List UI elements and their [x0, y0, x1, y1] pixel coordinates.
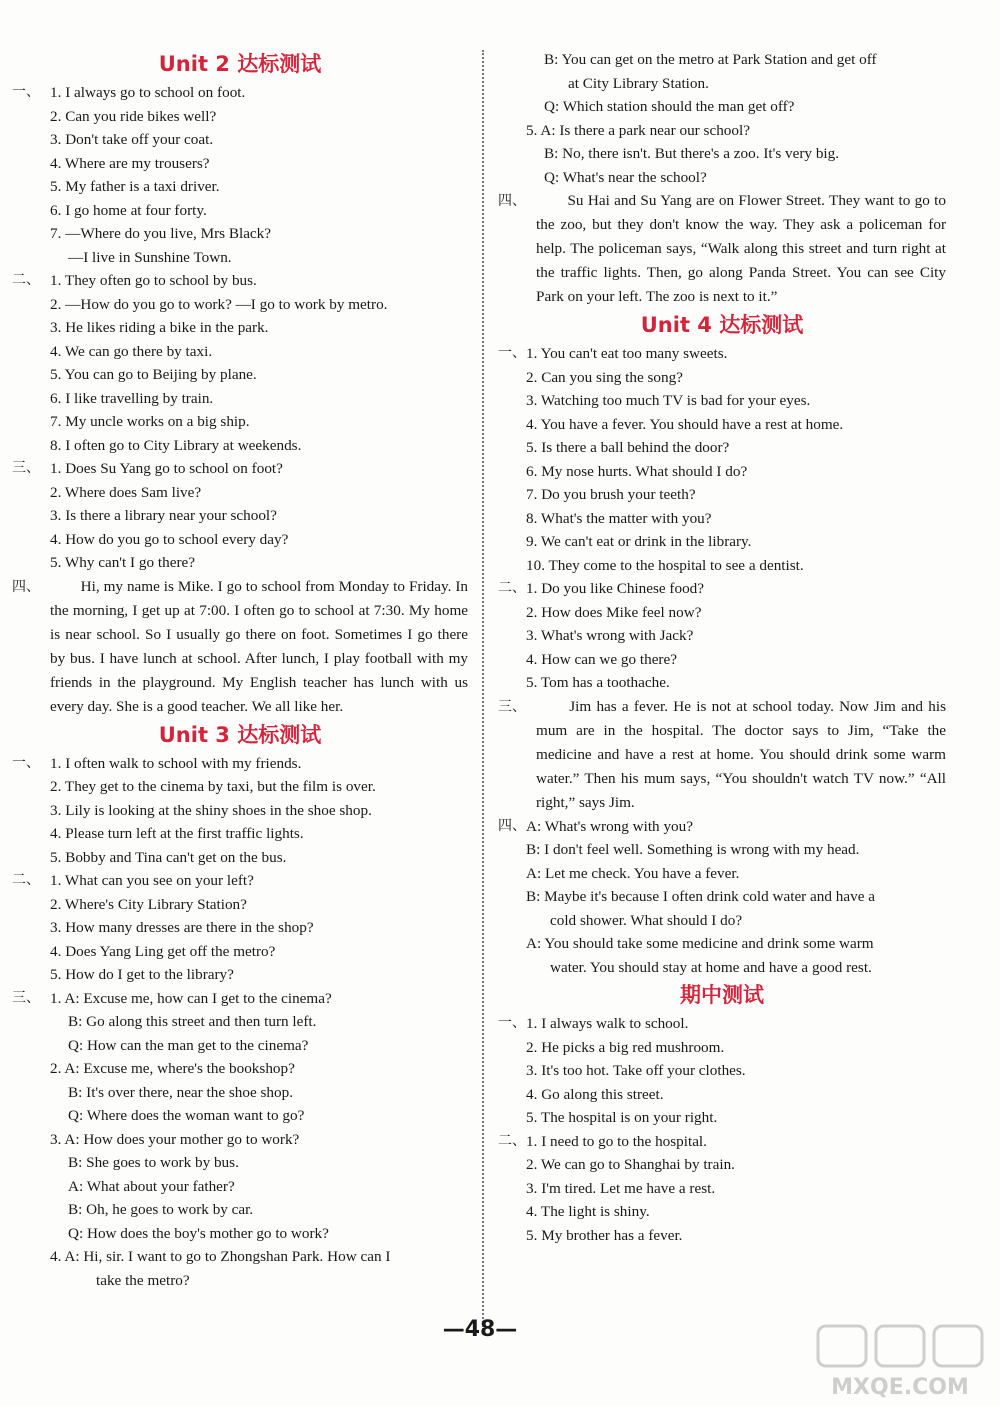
- answer-text: 2. They get to the cinema by taxi, but the film is over.: [50, 778, 376, 795]
- answer-text: 8. What's the matter with you?: [526, 509, 712, 527]
- answer-line: [498, 1224, 946, 1248]
- answer-line: [12, 846, 468, 870]
- answer-line: [12, 222, 468, 246]
- section-number: 四、: [498, 817, 526, 834]
- answer-line: [498, 48, 946, 72]
- answer-text: 4. A: Hi, sir. I want to go to Zhongshan Park. How can I: [50, 1248, 391, 1265]
- answer-line: [12, 457, 468, 481]
- answer-line: [498, 815, 946, 839]
- answer-text: 4. The light is shiny.: [526, 1203, 650, 1220]
- answer-line: [498, 648, 946, 672]
- answer-line: [498, 862, 946, 886]
- page-number: —48—: [442, 1317, 518, 1342]
- answer-text: 1. They often go to school by bus.: [50, 272, 257, 289]
- answer-text: 2. He picks a big red mushroom.: [526, 1038, 725, 1056]
- answer-text: 6. My nose hurts. What should I do?: [526, 462, 748, 480]
- answer-line: [498, 1083, 946, 1107]
- answer-text: 6. I go home at four forty.: [50, 201, 207, 219]
- answer-text: 1. A: Excuse me, how can I get to the cinema?: [50, 989, 332, 1007]
- answer-line: [12, 528, 468, 552]
- section-title: Unit 2 达标测试: [158, 52, 322, 76]
- answer-line: [12, 1175, 468, 1199]
- answer-text: take the metro?: [96, 1271, 190, 1289]
- answer-text: 7. Do you brush your teeth?: [526, 486, 696, 503]
- passage-text: Hi, my name is Mike. I go to school from Monday to Friday. In the morning, I get up at 7:00. I often go to school at 7:30. My home is near school. So I usually go there on foot. Sometimes I go there by bus. I have lunch at school. After lunch, I play football with my friends in the playground. My English teacher has lunch with us every day. She is a good teacher. We all like her.: [50, 577, 468, 715]
- answer-text: 1. I need to go to the hospital.: [526, 1132, 707, 1150]
- answer-line: [12, 1081, 468, 1105]
- answer-line: [12, 105, 468, 129]
- section-number: 一、: [12, 754, 40, 771]
- answer-text: 1. I often walk to school with my friends.: [50, 754, 302, 772]
- answer-text: 5. Tom has a toothache.: [526, 674, 670, 691]
- answer-text: 1. Does Su Yang go to school on foot?: [50, 460, 283, 477]
- section-title: Unit 4 达标测试: [640, 313, 804, 337]
- answer-text: 7. —Where do you live, Mrs Black?: [50, 225, 272, 242]
- answer-text: 5. Is there a ball behind the door?: [526, 439, 730, 456]
- answer-text: Q: How can the man get to the cinema?: [68, 1036, 309, 1054]
- answer-text: 2. Where does Sam live?: [50, 483, 202, 501]
- answer-line: [12, 822, 468, 846]
- answer-line: [12, 340, 468, 364]
- answer-line: [12, 963, 468, 987]
- answer-text: 3. What's wrong with Jack?: [526, 627, 694, 644]
- answer-line: [12, 269, 468, 293]
- section-number: 二、: [12, 872, 40, 888]
- answer-text: A: What's wrong with you?: [526, 817, 693, 835]
- answer-text: 3. He likes riding a bike in the park.: [50, 319, 269, 336]
- answer-text: 2. We can go to Shanghai by train.: [526, 1156, 735, 1173]
- answer-line: [498, 1059, 946, 1083]
- answer-line: [12, 869, 468, 893]
- answer-line: [12, 246, 468, 270]
- answer-line: [12, 316, 468, 340]
- answer-text: B: You can get on the metro at Park Station and get off: [544, 51, 877, 68]
- answer-text: B: I don't feel well. Something is wrong with my head.: [526, 841, 860, 858]
- svg-text:MXQE.COM: MXQE.COM: [831, 1375, 969, 1400]
- answer-line: [498, 909, 946, 933]
- answer-line: [498, 956, 946, 980]
- passage-text: Su Hai and Su Yang are on Flower Street. They want to go to the zoo, but they don't know the way. They ask a policeman for help. The policeman says, “Walk along this street and turn right at the traffic lights. Then, go along Panda Street. You can see City Park on your left. The zoo is next to it.”: [536, 192, 946, 305]
- answer-text: 2. Where's City Library Station?: [50, 895, 247, 913]
- answer-text: 3. It's too hot. Take off your clothes.: [526, 1062, 746, 1079]
- answer-line: [12, 293, 468, 317]
- answer-text: B: Maybe it's because I often drink cold water and have a: [526, 888, 875, 905]
- answer-text: 5. My father is a taxi driver.: [50, 178, 220, 195]
- answer-text: 4. You have a fever. You should have a rest at home.: [526, 415, 844, 433]
- answer-line: [12, 799, 468, 823]
- section-number: 四、: [498, 193, 526, 209]
- answer-text: 4. How can we go there?: [526, 650, 677, 668]
- answer-line: [498, 483, 946, 507]
- answer-line: [12, 1269, 468, 1293]
- answer-text: 1. I always go to school on foot.: [50, 84, 246, 101]
- answer-text: 9. We can't eat or drink in the library.: [526, 533, 752, 550]
- answer-text: A: What about your father?: [68, 1177, 235, 1195]
- answer-text: 1. Do you like Chinese food?: [526, 580, 705, 597]
- answer-text: 3. Is there a library near your school?: [50, 507, 277, 524]
- section-number: 一、: [498, 345, 526, 361]
- answer-line: [12, 152, 468, 176]
- section-number: 一、: [498, 1015, 526, 1031]
- answer-text: 8. I often go to City Library at weekends.: [50, 436, 302, 454]
- answer-line: [498, 72, 946, 96]
- answer-text: Q: How does the boy's mother go to work?: [68, 1224, 329, 1242]
- answer-line: [12, 1198, 468, 1222]
- passage: [498, 189, 946, 309]
- answer-line: [12, 128, 468, 152]
- answer-line: [12, 387, 468, 411]
- answer-line: [12, 1057, 468, 1081]
- section-number: 四、: [12, 578, 40, 595]
- answer-text: 2. A: Excuse me, where's the bookshop?: [50, 1060, 295, 1077]
- answer-line: [498, 413, 946, 437]
- answer-line: [498, 932, 946, 956]
- answer-line: [498, 838, 946, 862]
- section-number: 二、: [12, 272, 40, 288]
- passage: [498, 695, 946, 815]
- section-number: 三、: [498, 698, 526, 715]
- answer-line: [12, 1151, 468, 1175]
- answer-line: [12, 1104, 468, 1128]
- answer-text: Q: Where does the woman want to go?: [68, 1107, 305, 1124]
- section-number: 二、: [498, 580, 526, 596]
- answer-text: 4. Go along this street.: [526, 1085, 664, 1103]
- answer-text: Q: Which station should the man get off?: [544, 98, 795, 115]
- section-title: 期中测试: [680, 983, 764, 1007]
- answer-text: 4. Please turn left at the first traffic lights.: [50, 825, 304, 842]
- passage: [12, 575, 468, 719]
- answer-text: —I live in Sunshine Town.: [68, 248, 232, 266]
- answer-line: [12, 481, 468, 505]
- answer-line: [498, 554, 946, 578]
- answer-line: [12, 916, 468, 940]
- answer-line: [12, 1245, 468, 1269]
- answer-text: 3. Lily is looking at the shiny shoes in the shoe shop.: [50, 801, 372, 819]
- answer-text: cold shower. What should I do?: [550, 911, 743, 929]
- answer-text: 2. —How do you go to work? —I go to work by metro.: [50, 295, 388, 313]
- right-column: [498, 48, 946, 1247]
- answer-line: [498, 119, 946, 143]
- section-title: Unit 3 达标测试: [158, 722, 322, 747]
- answer-line: [498, 166, 946, 190]
- answer-line: [498, 95, 946, 119]
- column-divider: [482, 50, 484, 1330]
- answer-line: [498, 366, 946, 390]
- answer-text: 4. Does Yang Ling get off the metro?: [50, 942, 276, 960]
- answer-line: [12, 1034, 468, 1058]
- answer-line: [12, 551, 468, 575]
- answer-text: 3. How many dresses are there in the shop?: [50, 919, 314, 936]
- answer-line: [498, 671, 946, 695]
- answer-line: [498, 577, 946, 601]
- answer-line: [498, 342, 946, 366]
- section-number: 二、: [498, 1132, 526, 1149]
- answer-text: B: She goes to work by bus.: [68, 1154, 239, 1171]
- answer-line: [498, 1106, 946, 1130]
- answer-line: [498, 1130, 946, 1154]
- answer-text: A: Let me check. You have a fever.: [526, 864, 740, 882]
- answer-text: 1. I always walk to school.: [526, 1015, 689, 1032]
- answer-line: [12, 434, 468, 458]
- answer-line: [12, 410, 468, 434]
- answer-line: [498, 530, 946, 554]
- answer-line: [12, 1010, 468, 1034]
- answer-text: 1. You can't eat too many sweets.: [526, 345, 728, 362]
- answer-line: [498, 1036, 946, 1060]
- answer-line: [498, 1200, 946, 1224]
- answer-text: B: Oh, he goes to work by car.: [68, 1201, 254, 1218]
- answer-line: [498, 1153, 946, 1177]
- answer-text: 3. Don't take off your coat.: [50, 131, 214, 148]
- answer-text: 3. I'm tired. Let me have a rest.: [526, 1179, 716, 1197]
- answer-line: [498, 389, 946, 413]
- answer-line: [498, 601, 946, 625]
- answer-line: [12, 363, 468, 387]
- section-number: 三、: [12, 989, 40, 1006]
- answer-text: B: No, there isn't. But there's a zoo. It's very big.: [544, 145, 840, 162]
- answer-text: 5. A: Is there a park near our school?: [526, 121, 750, 139]
- answer-line: [12, 775, 468, 799]
- answer-text: 2. How does Mike feel now?: [526, 603, 702, 621]
- answer-line: [498, 142, 946, 166]
- answer-line: [12, 940, 468, 964]
- section-number: 一、: [12, 84, 40, 100]
- answer-line: [498, 1012, 946, 1036]
- answer-text: 1. What can you see on your left?: [50, 872, 254, 889]
- answer-text: 4. How do you go to school every day?: [50, 530, 289, 548]
- answer-text: 5. How do I get to the library?: [50, 966, 234, 983]
- answer-line: [12, 1222, 468, 1246]
- answer-text: 5. The hospital is on your right.: [526, 1109, 718, 1126]
- answer-text: 10. They come to the hospital to see a dentist.: [526, 556, 804, 574]
- answer-text: B: Go along this street and then turn left.: [68, 1013, 317, 1030]
- answer-line: [12, 199, 468, 223]
- answer-text: 5. You can go to Beijing by plane.: [50, 366, 257, 383]
- answer-line: [12, 504, 468, 528]
- answer-text: 3. A: How does your mother go to work?: [50, 1130, 300, 1148]
- answer-line: [498, 1177, 946, 1201]
- answer-text: 4. We can go there by taxi.: [50, 342, 213, 360]
- answer-text: 6. I like travelling by train.: [50, 389, 214, 407]
- answer-line: [498, 460, 946, 484]
- answer-line: [12, 175, 468, 199]
- answer-text: 3. Watching too much TV is bad for your eyes.: [526, 392, 811, 409]
- answer-line: [12, 987, 468, 1011]
- answer-text: 4. Where are my trousers?: [50, 154, 210, 172]
- section-number: 三、: [12, 460, 40, 476]
- answer-text: at City Library Station.: [568, 74, 709, 92]
- answer-text: A: You should take some medicine and drink some warm: [526, 935, 874, 952]
- answer-text: 5. Why can't I go there?: [50, 554, 195, 571]
- answer-text: B: It's over there, near the shoe shop.: [68, 1083, 294, 1101]
- answer-line: [498, 507, 946, 531]
- answer-line: [498, 436, 946, 460]
- answer-line: [498, 885, 946, 909]
- passage-text: Jim has a fever. He is not at school today. Now Jim and his mum are in the hospital. The doctor says to Jim, “Take the medicine and have a rest at home. You should drink some warm water.” Then his mum says, “You shouldn't watch TV now.” “All right,” says Jim.: [536, 697, 946, 811]
- answer-line: [12, 81, 468, 105]
- answer-text: 2. Can you sing the song?: [526, 368, 683, 386]
- answer-line: [12, 893, 468, 917]
- answer-line: [498, 624, 946, 648]
- answer-line: [12, 1128, 468, 1152]
- answer-line: [12, 752, 468, 776]
- answer-text: 5. Bobby and Tina can't get on the bus.: [50, 848, 287, 866]
- answer-text: 2. Can you ride bikes well?: [50, 107, 217, 125]
- answer-text: water. You should stay at home and have a good rest.: [550, 958, 872, 976]
- answer-text: 5. My brother has a fever.: [526, 1226, 683, 1244]
- answer-text: 7. My uncle works on a big ship.: [50, 413, 250, 430]
- left-column: [12, 48, 468, 1292]
- answer-text: Q: What's near the school?: [544, 168, 707, 186]
